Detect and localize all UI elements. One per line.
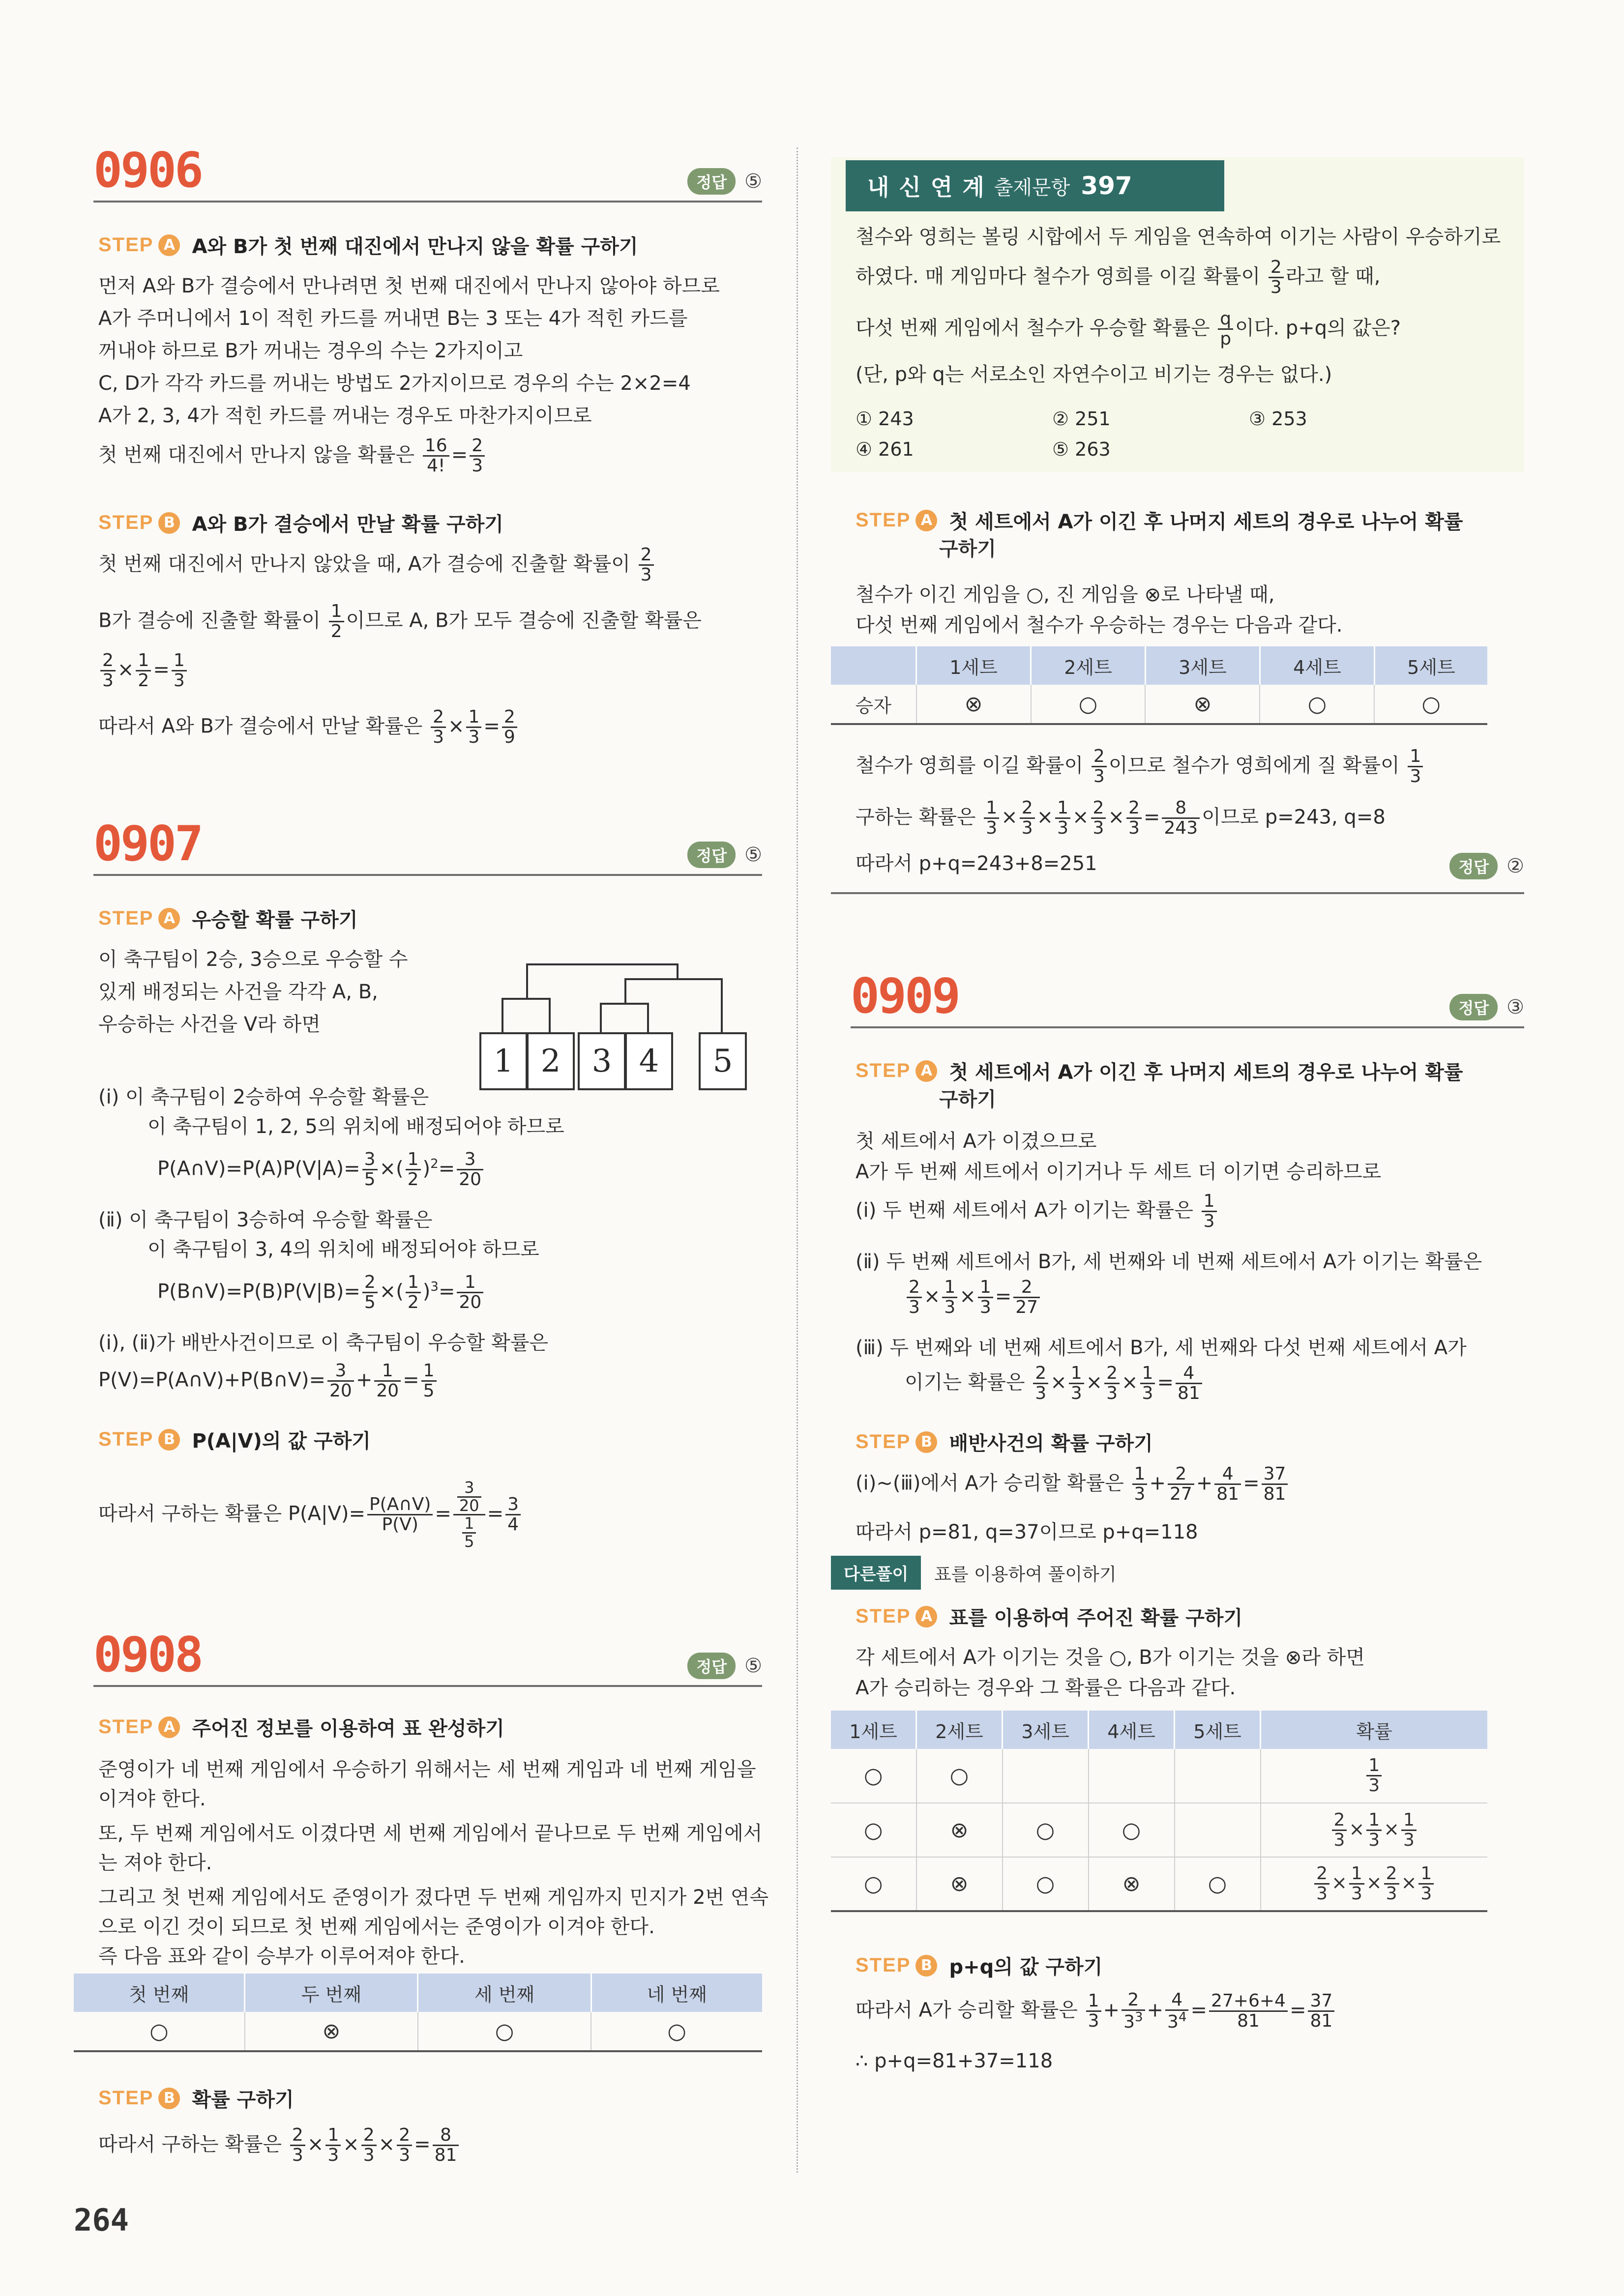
- equation: 따라서 구하는 확률은 $\frac{2}{3}$ × $\frac{1}{3}$ × $\frac{2}{3}$ × $\frac{2}{3}$ = $\frac{8}{81}$: [98, 2126, 461, 2165]
- problem-number: 0907: [93, 816, 202, 872]
- bracket-slot: 3: [578, 1032, 626, 1090]
- table-cell: ○: [1374, 685, 1487, 724]
- option: ① 243: [856, 408, 914, 430]
- table-header: 5세트: [1175, 1711, 1261, 1749]
- table-cell: [1175, 1749, 1261, 1803]
- table-cell: ⊗: [245, 2012, 418, 2051]
- answer: [687, 842, 762, 868]
- table-cell: [1089, 1749, 1175, 1803]
- step-a: STEP A 첫 세트에서 A가 이긴 후 나머지 세트의 경우로 나누어 확률: [856, 509, 1463, 533]
- table-cell: ⊗: [916, 1803, 1003, 1857]
- problem-number: 0908: [93, 1627, 202, 1683]
- text-line: 그리고 첫 번째 게임에서도 준영이가 졌다면 두 번째 게임까지 민지가 2번 연속: [98, 1886, 769, 1909]
- game-table: [74, 1974, 762, 2052]
- text-line: 철수가 영희를 이길 확률이 $\frac{2}{3}$ 이므로 철수가 영희에게 질 확률이 $\frac{1}{3}$: [856, 747, 1425, 786]
- table-cell: ⊗: [916, 685, 1031, 724]
- answer-value: ⑤: [744, 170, 762, 193]
- answer: [687, 168, 762, 195]
- text-line: 첫 세트에서 A가 이겼으므로: [856, 1130, 1097, 1153]
- text-line: 이 축구팀이 1, 2, 5의 위치에 배정되어야 하므로: [148, 1115, 564, 1138]
- table-cell: [1175, 1803, 1261, 1857]
- table-header: 4세트: [1260, 646, 1374, 685]
- table-cell: [1003, 1749, 1089, 1803]
- step-title-cont: 구하기: [939, 538, 996, 560]
- table-cell: ○: [1260, 685, 1374, 724]
- alt-solution-title: 표를 이용하여 풀이하기: [934, 1565, 1117, 1585]
- bracket-slot: 2: [527, 1032, 575, 1090]
- text-line: A가 승리하는 경우와 그 확률은 다음과 같다.: [856, 1677, 1236, 1699]
- bracket-slot: 4: [625, 1032, 673, 1090]
- equation: $\frac{2}{3}$ × $\frac{1}{2}$ = $\frac{1}{3}$: [98, 651, 189, 690]
- title-rule: [851, 1026, 1524, 1028]
- probability-cell: $\frac{1}{3}$: [1261, 1749, 1488, 1803]
- table-header: 3세트: [1003, 1711, 1089, 1749]
- text-line: 각 세트에서 A가 이기는 것을 ○, B가 이기는 것을 ⊗라 하면: [856, 1646, 1365, 1669]
- text-line: 이겨야 한다.: [98, 1788, 206, 1810]
- text-line: 있게 배정되는 사건을 각각 A, B,: [98, 981, 378, 1003]
- text-line: B가 결승에 진출할 확률이 $\frac{1}{2}$ 이므로 A, B가 모두 결승에 진출할 확률은: [98, 601, 702, 641]
- answer-badge: 정답: [1449, 994, 1498, 1020]
- table-header: 1세트: [916, 646, 1031, 685]
- table-cell: ⊗: [916, 1857, 1003, 1911]
- step-b: STEP B 확률 구하기: [98, 2087, 294, 2111]
- step-b: STEP B 배반사건의 확률 구하기: [856, 1431, 1153, 1455]
- problem-number: 0909: [851, 968, 959, 1024]
- table-cell: ○: [916, 1749, 1003, 1803]
- table-header: 4세트: [1089, 1711, 1175, 1749]
- table-header: [831, 646, 916, 685]
- text-line: 으로 이긴 것이 되므로 첫 번째 게임에서는 준영이가 이겨야 한다.: [98, 1916, 655, 1938]
- equation: 구하는 확률은 $\frac{1}{3}$ × $\frac{2}{3}$ × $\frac{1}{3}$ × $\frac{2}{3}$ × $\frac{2}{3}$ = $\frac{8}{243}$ 이므로 p=243, q=8: [856, 798, 1386, 838]
- answer: [687, 1653, 762, 1679]
- answer-badge: 정답: [687, 1653, 736, 1679]
- table-cell: ⊗: [1089, 1857, 1175, 1911]
- text-line: C, D가 각각 카드를 꺼내는 방법도 2가지이므로 경우의 수는 2×2=4: [98, 372, 691, 395]
- text-line: 따라서 A와 B가 결승에서 만날 확률은 $\frac{2}{3}$ × $\frac{1}{3}$ = $\frac{2}{9}$: [98, 708, 519, 747]
- step-title-cont: 구하기: [939, 1088, 996, 1111]
- table-cell: ○: [831, 1857, 916, 1911]
- alt-step-b: STEP B p+q의 값 구하기: [856, 1954, 1103, 1978]
- equation: P(A∩V)=P(A)P(V|A)= $\frac{3}{5}$ ×( $\frac{1}{2}$ )$^2$= $\frac{3}{20}$: [157, 1150, 485, 1189]
- text-line: 는 져야 한다.: [98, 1852, 212, 1874]
- answer-badge: 정답: [687, 168, 736, 195]
- step-b: STEP B P(A|V)의 값 구하기: [98, 1428, 371, 1453]
- answer-value: ③: [1506, 996, 1524, 1018]
- text-line: 첫 번째 대진에서 만나지 않을 확률은 $\frac{16}{4!}$ = $\frac{2}{3}$: [98, 436, 487, 475]
- equation: $\frac{2}{3}$ × $\frac{1}{3}$ × $\frac{1}{3}$ = $\frac{2}{27}$: [905, 1278, 1042, 1317]
- equation: 따라서 구하는 확률은 P(A|V)= $\frac{P(A\cap V)}{P(V)}$ = $\frac{\frac{3}{20}}{\frac{1}{5}}$ = $\frac{3}{4}$: [98, 1480, 523, 1550]
- table-cell: ○: [1089, 1803, 1175, 1857]
- table-header: 확률: [1261, 1711, 1488, 1749]
- answer-badge: 정답: [687, 842, 736, 868]
- table-cell: ○: [1031, 685, 1146, 724]
- table-cell: 승자: [831, 685, 916, 724]
- bracket-slot: 1: [479, 1032, 528, 1090]
- text-line: 또, 두 번째 게임에서도 이겼다면 세 번째 게임에서 끝나므로 두 번째 게임에서: [98, 1822, 763, 1845]
- equation: P(B∩V)=P(B)P(V|B)= $\frac{2}{5}$ ×( $\frac{1}{2}$ )$^3$= $\frac{1}{20}$: [157, 1273, 485, 1312]
- step-a: STEP A 첫 세트에서 A가 이긴 후 나머지 세트의 경우로 나누어 확률: [856, 1060, 1463, 1084]
- question-line: 하였다. 매 게임마다 철수가 영희를 이길 확률이 $\frac{2}{3}$ 라고 할 때,: [856, 257, 1381, 297]
- equation: (ⅰ)~(ⅲ)에서 A가 승리할 확률은 $\frac{1}{3}$ + $\frac{2}{27}$ + $\frac{4}{81}$ = $\frac{37}{81}$: [856, 1465, 1290, 1504]
- table-cell: ⊗: [1145, 685, 1260, 724]
- text-line: A가 주머니에서 1이 적힌 카드를 꺼내면 B는 3 또는 4가 적힌 카드를: [98, 307, 688, 330]
- text-line: 이 축구팀이 2승, 3승으로 우승할 수: [98, 948, 408, 971]
- alt-solution-badge: 다른풀이: [831, 1556, 921, 1590]
- text-line: 첫 번째 대진에서 만나지 않았을 때, A가 결승에 진출할 확률이 $\frac{2}{3}$: [98, 546, 656, 584]
- text-line: 꺼내야 하므로 B가 꺼내는 경우의 수는 2가지이고: [98, 340, 523, 362]
- table-cell: ○: [418, 2012, 591, 2051]
- text-line: 준영이가 네 번째 게임에서 우승하기 위해서는 세 번째 게임과 네 번째 게임을: [98, 1758, 756, 1781]
- text-line: (ⅲ) 두 번째와 네 번째 세트에서 B가, 세 번째와 다섯 번째 세트에서 A가: [856, 1337, 1467, 1359]
- section-rule: [831, 892, 1524, 894]
- table-header: 5세트: [1374, 646, 1487, 685]
- table-cell: ○: [1175, 1857, 1261, 1911]
- probability-cell: $\frac{2}{3}$ × $\frac{1}{3}$ × $\frac{1}{3}$: [1261, 1803, 1488, 1857]
- answer-value: ②: [1506, 855, 1524, 877]
- text-line: ∴ p+q=81+37=118: [856, 2050, 1053, 2072]
- option: ② 251: [1052, 408, 1111, 430]
- text-line: A가 2, 3, 4가 적힌 카드를 꺼내는 경우도 마찬가지이므로: [98, 405, 592, 427]
- probability-cell: $\frac{2}{3}$ × $\frac{1}{3}$ × $\frac{2}{3}$ × $\frac{1}{3}$: [1261, 1857, 1488, 1911]
- table-cell: ○: [591, 2012, 762, 2051]
- answer-value: ⑤: [744, 1655, 762, 1677]
- table-header: 1세트: [831, 1711, 916, 1749]
- table-cell: ○: [1003, 1803, 1089, 1857]
- step-a: STEP A 우승할 확률 구하기: [98, 907, 358, 931]
- bracket-slot: 5: [699, 1032, 747, 1090]
- text-line: (ⅰ), (ⅱ)가 배반사건이므로 이 축구팀이 우승할 확률은: [98, 1332, 548, 1354]
- step-a: STEP A A와 B가 첫 번째 대진에서 만나지 않을 확률 구하기: [98, 234, 638, 258]
- problem-number: 0906: [93, 143, 202, 199]
- table-header: 두 번째: [245, 1974, 418, 2012]
- question-line: 다섯 번째 게임에서 철수가 우승할 확률은 $\frac{q}{p}$ 이다. p+q의 값은?: [856, 309, 1401, 349]
- answer-value: ⑤: [744, 843, 762, 866]
- text-line: 우승하는 사건을 V라 하면: [98, 1013, 321, 1036]
- win-table: [831, 1711, 1487, 1912]
- option: ⑤ 263: [1052, 438, 1111, 460]
- text-line: 이 축구팀이 3, 4의 위치에 배정되어야 하므로: [148, 1238, 539, 1261]
- text-line: 따라서 p=81, q=37이므로 p+q=118: [856, 1521, 1198, 1543]
- table-header: 네 번째: [591, 1974, 762, 2012]
- table-header: 세 번째: [418, 1974, 591, 2012]
- text-line: 먼저 A와 B가 결승에서 만나려면 첫 번째 대진에서 만나지 않아야 하므로: [98, 275, 720, 297]
- text-line: 철수가 이긴 게임을 ○, 진 게임을 ⊗로 나타낼 때,: [856, 583, 1275, 606]
- naesin-header: 내 신 연 계 출제문항 397: [846, 160, 1224, 211]
- text-line: (ⅱ) 두 번째 세트에서 B가, 세 번째와 네 번째 세트에서 A가 이기는 확률은: [856, 1250, 1482, 1273]
- text-line: 따라서 p+q=243+8=251: [856, 852, 1097, 875]
- alt-step-a: STEP A 표를 이용하여 주어진 확률 구하기: [856, 1605, 1243, 1629]
- table-header: 2세트: [916, 1711, 1003, 1749]
- table-cell: ○: [831, 1803, 916, 1857]
- equation: 이기는 확률은 $\frac{2}{3}$ × $\frac{1}{3}$ × $\frac{2}{3}$ × $\frac{1}{3}$ = $\frac{4}{81}$: [905, 1364, 1204, 1403]
- answer: [1449, 853, 1524, 879]
- table-header: 첫 번째: [74, 1974, 245, 2012]
- question-line: 철수와 영희는 볼링 시합에서 두 게임을 연속하여 이기는 사람이 우승하기로: [856, 226, 1501, 248]
- title-rule: [93, 874, 762, 876]
- title-rule: [93, 1685, 762, 1687]
- answer-badge: 정답: [1449, 853, 1498, 879]
- title-rule: [93, 201, 762, 203]
- tournament-bracket: [477, 963, 752, 1096]
- option: ④ 261: [856, 438, 914, 460]
- table-header: 2세트: [1031, 646, 1146, 685]
- option: ③ 253: [1249, 408, 1307, 430]
- text-line: 즉 다음 표와 같이 승부가 이루어져야 한다.: [98, 1945, 465, 1968]
- table-header: 3세트: [1145, 646, 1260, 685]
- step-a: STEP A 주어진 정보를 이용하여 표 완성하기: [98, 1716, 504, 1740]
- answer: [1449, 994, 1524, 1020]
- table-cell: ○: [831, 1749, 916, 1803]
- question-line: (단, p와 q는 서로소인 자연수이고 비기는 경우는 없다.): [856, 363, 1332, 386]
- text-line: 다섯 번째 게임에서 철수가 우승하는 경우는 다음과 같다.: [856, 614, 1343, 637]
- page-number: 264: [74, 2202, 129, 2238]
- equation: P(V)=P(A∩V)+P(B∩V)= $\frac{3}{20}$ + $\frac{1}{20}$ = $\frac{1}{5}$: [98, 1362, 439, 1400]
- text-line: (ⅰ) 이 축구팀이 2승하여 우승할 확률은: [98, 1086, 429, 1108]
- text-line: (ⅰ) 두 번째 세트에서 A가 이기는 확률은 $\frac{1}{3}$: [856, 1192, 1219, 1231]
- table-cell: ○: [1003, 1857, 1089, 1911]
- equation: 따라서 A가 승리할 확률은 $\frac{1}{3}$ + $\frac{2}{3^3}$ + $\frac{4}{3^4}$ = $\frac{27+6+4}{81}$ = $\frac{37}{81}$: [856, 1991, 1336, 2032]
- text-line: (ⅱ) 이 축구팀이 3승하여 우승할 확률은: [98, 1209, 433, 1231]
- table-cell: ○: [74, 2012, 245, 2051]
- step-b: STEP B A와 B가 결승에서 만날 확률 구하기: [98, 512, 503, 536]
- naesin-table: [831, 646, 1487, 725]
- text-line: A가 두 번째 세트에서 이기거나 두 세트 더 이기면 승리하므로: [856, 1161, 1382, 1183]
- column-divider: [797, 147, 798, 2173]
